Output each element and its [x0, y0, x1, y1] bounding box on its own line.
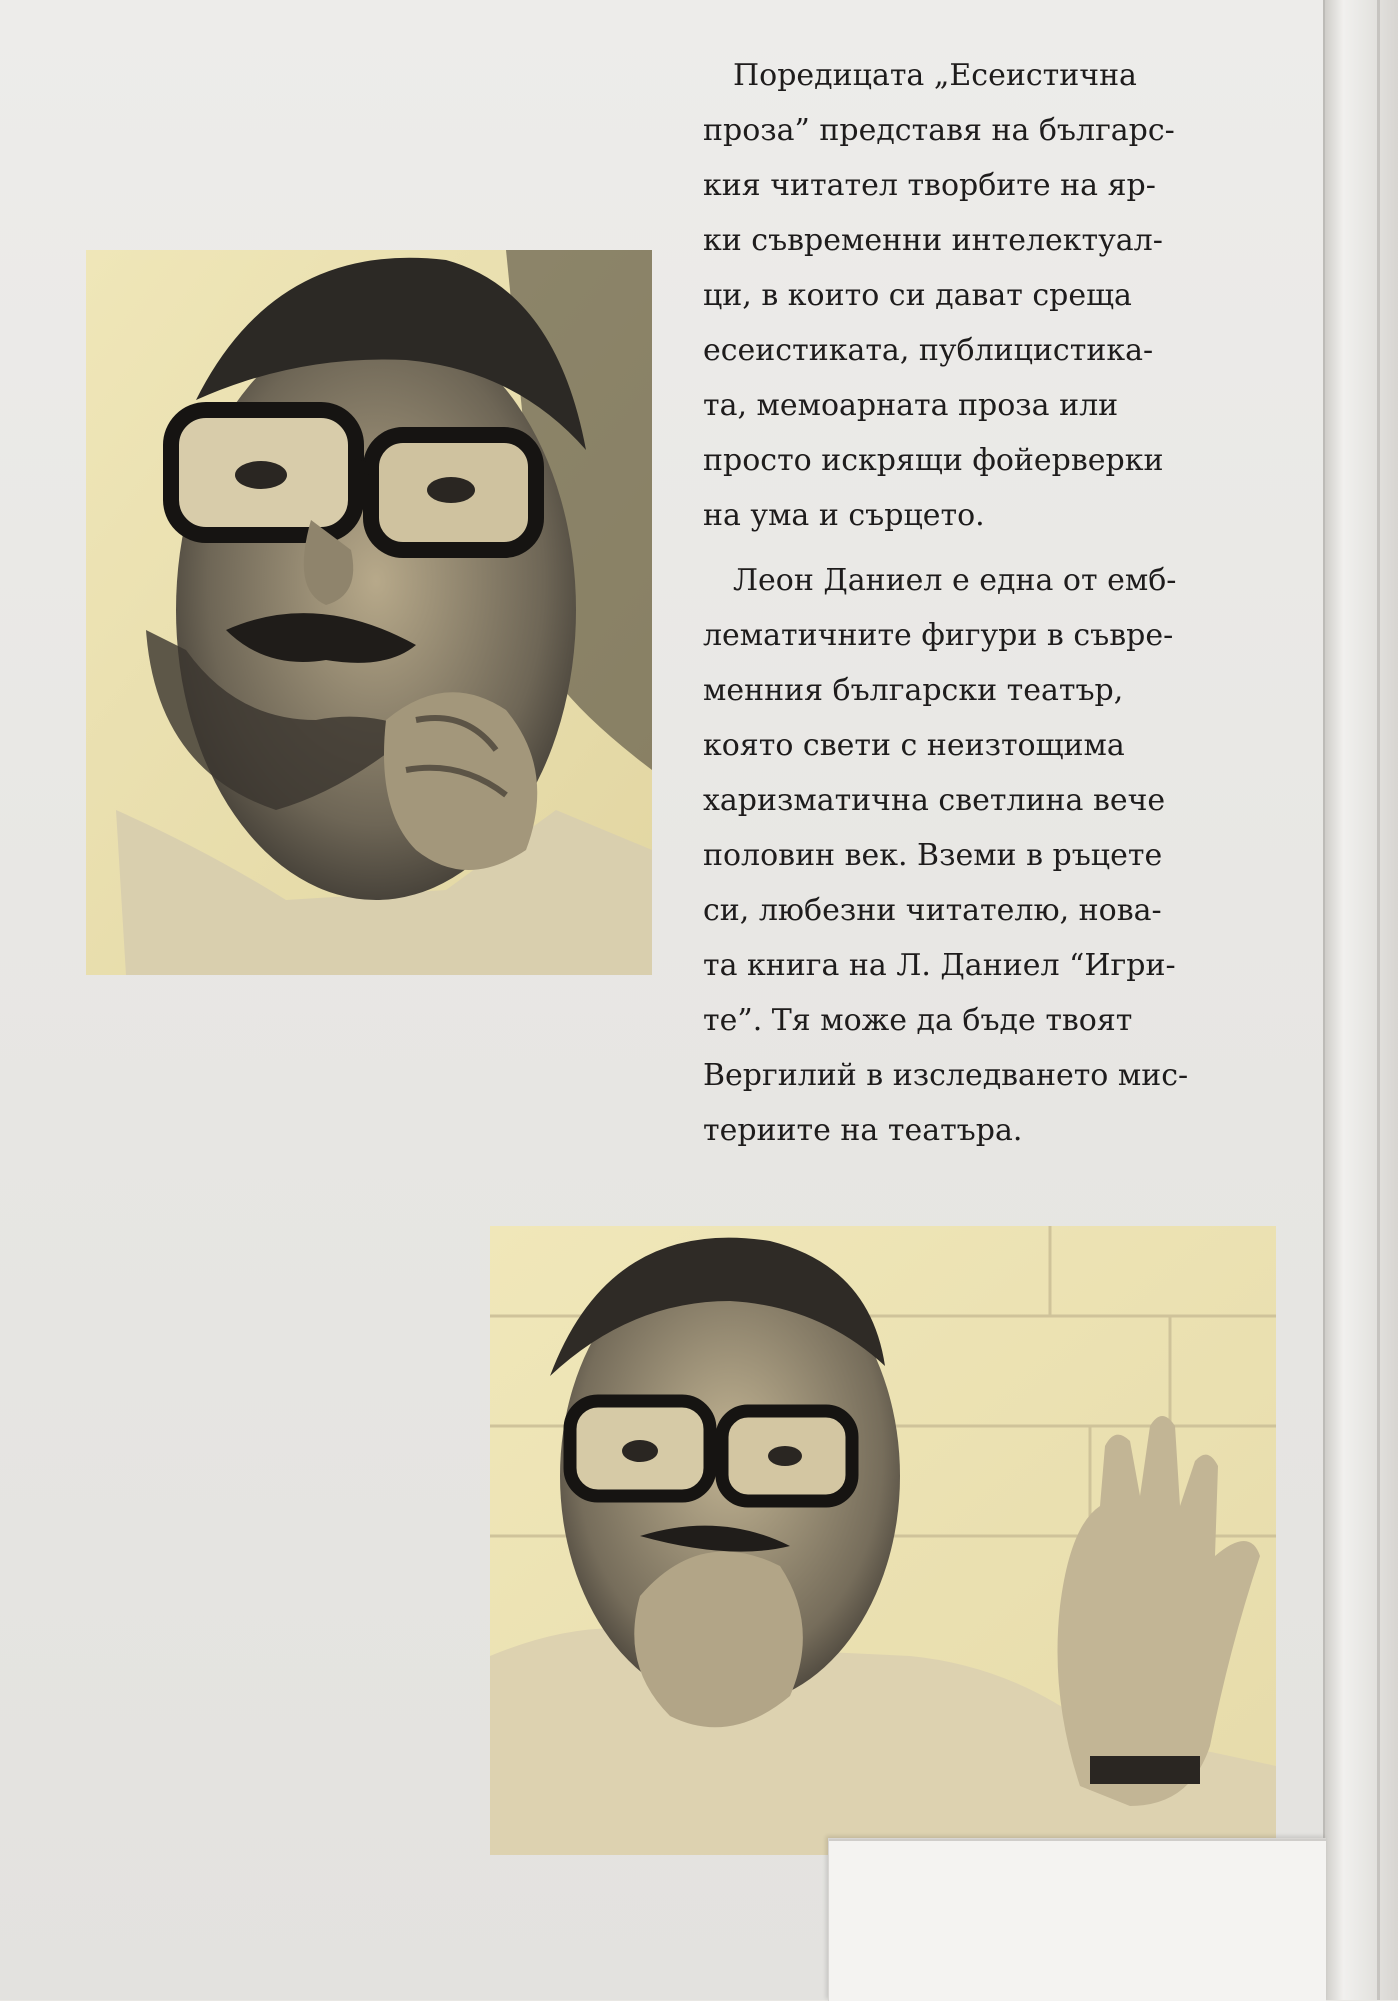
barcode-sticker: [828, 1838, 1326, 2001]
spine-edge: [1377, 0, 1380, 2000]
author-photo-top: [86, 250, 652, 975]
sticker-edge: [829, 1839, 1326, 1841]
blurb-text: [703, 48, 1263, 1168]
author-photo-bottom: [490, 1226, 1276, 1855]
blurb-paragraph-series: Поредицата „Есеистична проза” представя на българс- кия читател творбите на яр- ки съвременни интелектуал- ци, в които си дават среща есеистиката, публицистика- та, мемоарната проза или просто искрящи фойерверки на ума и сърцето.: [703, 58, 1175, 533]
blurb-paragraph-author: Леон Даниел е една от емб- лематичните фигури в съвре- менния български театър, която свети с неизтощима харизматична светлина вече половин век. Вземи в ръцете си, любезни читателю, нова- та книга на Л. Даниел “Игри- те”. Тя може да бъде твоят Вергилий в изследването мис- териите на театъра.: [703, 563, 1189, 1148]
book-spine: [1323, 0, 1398, 2000]
